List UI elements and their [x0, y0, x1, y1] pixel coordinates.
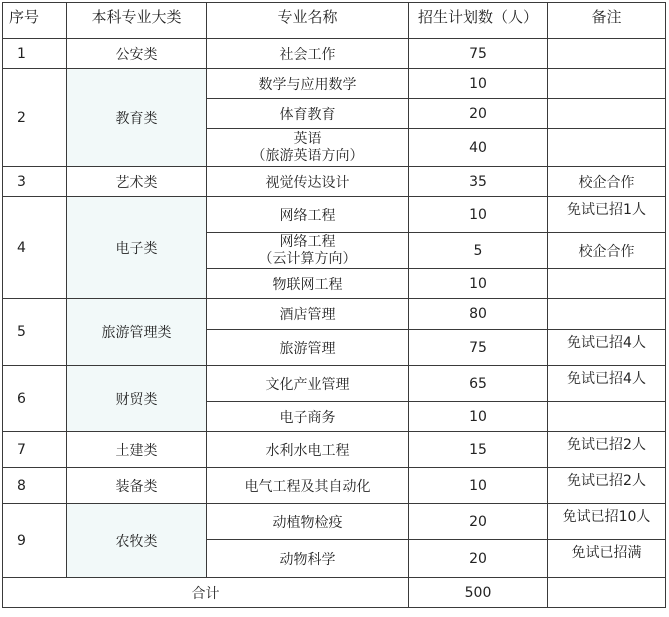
- row-quota: 65: [409, 366, 548, 402]
- row-note: 免试已招1人: [548, 197, 666, 233]
- row-quota: 10: [409, 69, 548, 99]
- row-no: 2: [3, 69, 67, 167]
- row-quota: 40: [409, 129, 548, 167]
- row-quota: 75: [409, 39, 548, 69]
- row-note: [548, 69, 666, 99]
- row-quota: 20: [409, 504, 548, 540]
- row-no: 5: [3, 299, 67, 366]
- row-category: 艺术类: [67, 167, 207, 197]
- row-major: 数学与应用数学: [207, 69, 409, 99]
- major-direction: （旅游英语方向）: [251, 147, 364, 164]
- row-quota: 35: [409, 167, 548, 197]
- row-category: 装备类: [67, 468, 207, 504]
- table-row: [3, 197, 666, 233]
- row-quota: 20: [409, 99, 548, 129]
- enrollment-plan-table: [2, 2, 666, 608]
- row-note: 校企合作: [548, 233, 666, 269]
- row-no: 1: [3, 39, 67, 69]
- table-row: [3, 69, 666, 99]
- row-major: [207, 233, 409, 269]
- table-row: [3, 39, 666, 69]
- row-category: 公安类: [67, 39, 207, 69]
- total-note: [548, 578, 666, 608]
- row-category: 土建类: [67, 432, 207, 468]
- row-quota: 20: [409, 540, 548, 578]
- row-no: 7: [3, 432, 67, 468]
- row-major: 酒店管理: [207, 299, 409, 330]
- header-no: 序号: [3, 3, 67, 39]
- row-quota: 15: [409, 432, 548, 468]
- row-note: [548, 129, 666, 167]
- row-note: 免试已招4人: [548, 366, 666, 402]
- header-row: [3, 3, 666, 39]
- row-note: 免试已招满: [548, 540, 666, 578]
- row-major: 视觉传达设计: [207, 167, 409, 197]
- header-note: 备注: [548, 3, 666, 39]
- major-main: 网络工程: [279, 233, 336, 250]
- table-row: [3, 366, 666, 402]
- row-no: 3: [3, 167, 67, 197]
- row-major: 电气工程及其自动化: [207, 468, 409, 504]
- table-row: [3, 504, 666, 540]
- table-row: [3, 468, 666, 504]
- row-quota: 10: [409, 402, 548, 432]
- table-row: [3, 432, 666, 468]
- row-major: 水利水电工程: [207, 432, 409, 468]
- header-major: 专业名称: [207, 3, 409, 39]
- row-major: 网络工程: [207, 197, 409, 233]
- row-major: [207, 129, 409, 167]
- row-category: 农牧类: [67, 504, 207, 578]
- row-no: 6: [3, 366, 67, 432]
- row-major: 物联网工程: [207, 269, 409, 299]
- row-quota: 10: [409, 468, 548, 504]
- total-quota: 500: [409, 578, 548, 608]
- row-note: [548, 269, 666, 299]
- total-label: 合计: [3, 578, 409, 608]
- row-note: [548, 299, 666, 330]
- table-row: [3, 167, 666, 197]
- row-major: 电子商务: [207, 402, 409, 432]
- row-major: 社会工作: [207, 39, 409, 69]
- row-category: 旅游管理类: [67, 299, 207, 366]
- row-note: 校企合作: [548, 167, 666, 197]
- row-note: 免试已招10人: [548, 504, 666, 540]
- row-quota: 5: [409, 233, 548, 269]
- row-quota: 80: [409, 299, 548, 330]
- row-no: 9: [3, 504, 67, 578]
- row-note: [548, 39, 666, 69]
- row-note: 免试已招4人: [548, 330, 666, 366]
- header-category: 本科专业大类: [67, 3, 207, 39]
- row-major: 动物科学: [207, 540, 409, 578]
- row-major: 旅游管理: [207, 330, 409, 366]
- table-row: [3, 299, 666, 330]
- row-quota: 10: [409, 197, 548, 233]
- row-major: 文化产业管理: [207, 366, 409, 402]
- row-category: 教育类: [67, 69, 207, 167]
- row-no: 4: [3, 197, 67, 299]
- row-major: 动植物检疫: [207, 504, 409, 540]
- row-note: [548, 402, 666, 432]
- total-row: [3, 578, 666, 608]
- row-quota: 75: [409, 330, 548, 366]
- header-quota: 招生计划数（人）: [409, 3, 548, 39]
- major-main: 英语: [293, 130, 322, 147]
- row-note: [548, 99, 666, 129]
- row-category: 财贸类: [67, 366, 207, 432]
- row-major: 体育教育: [207, 99, 409, 129]
- row-note: 免试已招2人: [548, 432, 666, 468]
- row-no: 8: [3, 468, 67, 504]
- major-direction: （云计算方向）: [258, 250, 357, 267]
- row-note: 免试已招2人: [548, 468, 666, 504]
- row-category: 电子类: [67, 197, 207, 299]
- row-quota: 10: [409, 269, 548, 299]
